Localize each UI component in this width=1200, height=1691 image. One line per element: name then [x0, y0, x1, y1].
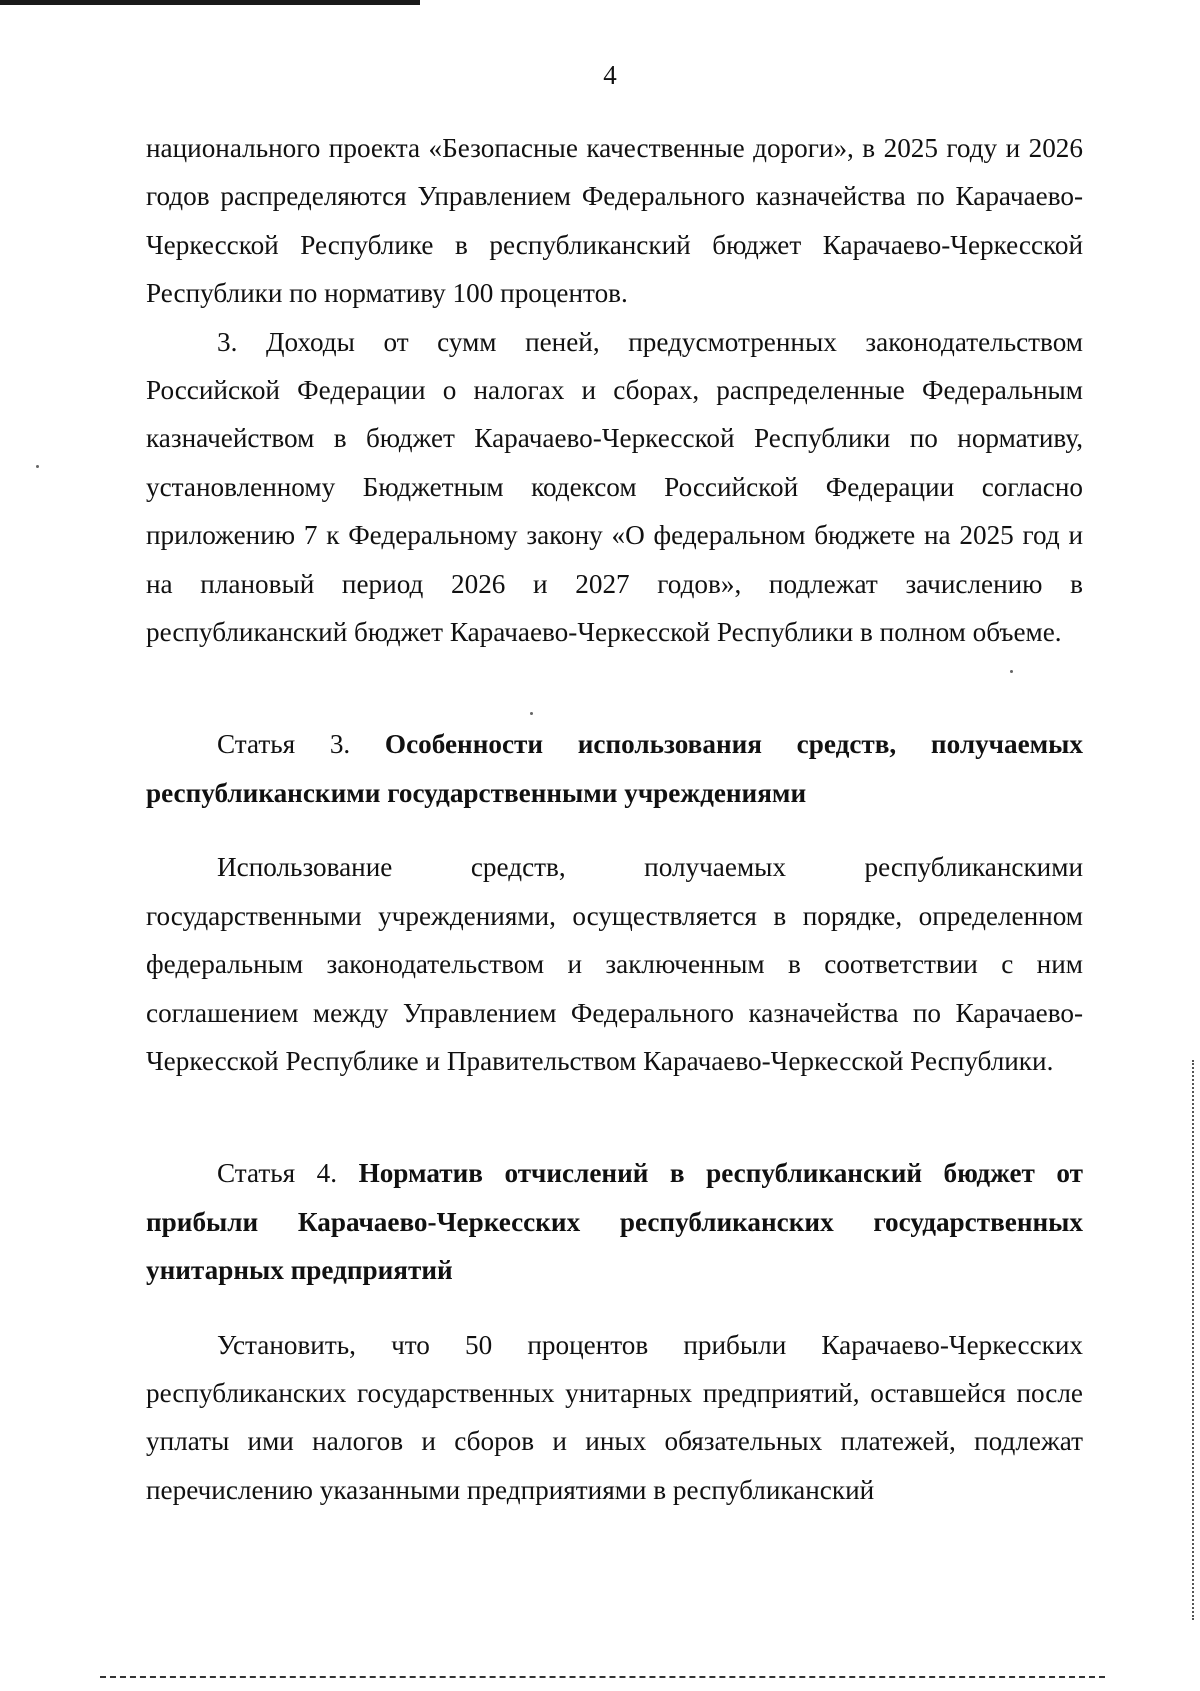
- document-body: [146, 124, 1083, 1514]
- scan-edge-top: [0, 0, 420, 5]
- article-4-title: Норматив отчислений в республиканский бюджет от прибыли Карачаево-Черкесских республиканских государственных унитарных предприятий: [146, 1158, 1083, 1286]
- scan-edge-bottom: [100, 1676, 1105, 1678]
- scan-edge-right: [1192, 1060, 1194, 1620]
- page-number: 4: [603, 60, 617, 90]
- article-4-heading: [146, 1149, 1083, 1294]
- article-4-label: Статья 4.: [217, 1158, 359, 1189]
- paragraph-point-3: 3. Доходы от сумм пеней, предусмотренных законодательством Российской Федерации о налогах и сборах, распределенные Федеральным казначейством в бюджет Карачаево-Черкесской Республики по нормативу, установленному Бюджетным кодексом Российской Федерации согласно приложению 7 к Федеральному закону «О федеральном бюджете на 2025 год и на плановый период 2026 и 2027 годов», подлежат зачислению в республиканский бюджет Карачаево-Черкесской Республики в полном объеме.: [146, 326, 1083, 648]
- article-3-label: Статья 3.: [217, 729, 385, 760]
- paragraph-intro: национального проекта «Безопасные качественные дороги», в 2025 году и 2026 годов распределяются Управлением Федерального казначейства по Карачаево-Черкесской Республике в республиканский бюджет Карачаево-Черкесской Республики по нормативу 100 процентов.: [146, 133, 1083, 309]
- article-3-heading: [146, 720, 1083, 817]
- article-3-text: Использование средств, получаемых республиканскими государственными учреждениями, осуществляется в порядке, определенном федеральным законодательством и заключенным в соответствии с ним соглашением между Управлением Федерального казначейства по Карачаево-Черкесской Республике и Правительством Карачаево-Черкесской Республики.: [146, 852, 1083, 1076]
- scan-speck: [36, 465, 39, 468]
- article-4-text: Установить, что 50 процентов прибыли Карачаево-Черкесских республиканских государственных унитарных предприятий, оставшейся после уплаты ими налогов и сборов и иных обязательных платежей, подлежат перечислению указанными предприятиями в республиканский: [146, 1329, 1083, 1505]
- article-3-title: Особенности использования средств, получаемых республиканскими государственными учреждениями: [146, 729, 1084, 808]
